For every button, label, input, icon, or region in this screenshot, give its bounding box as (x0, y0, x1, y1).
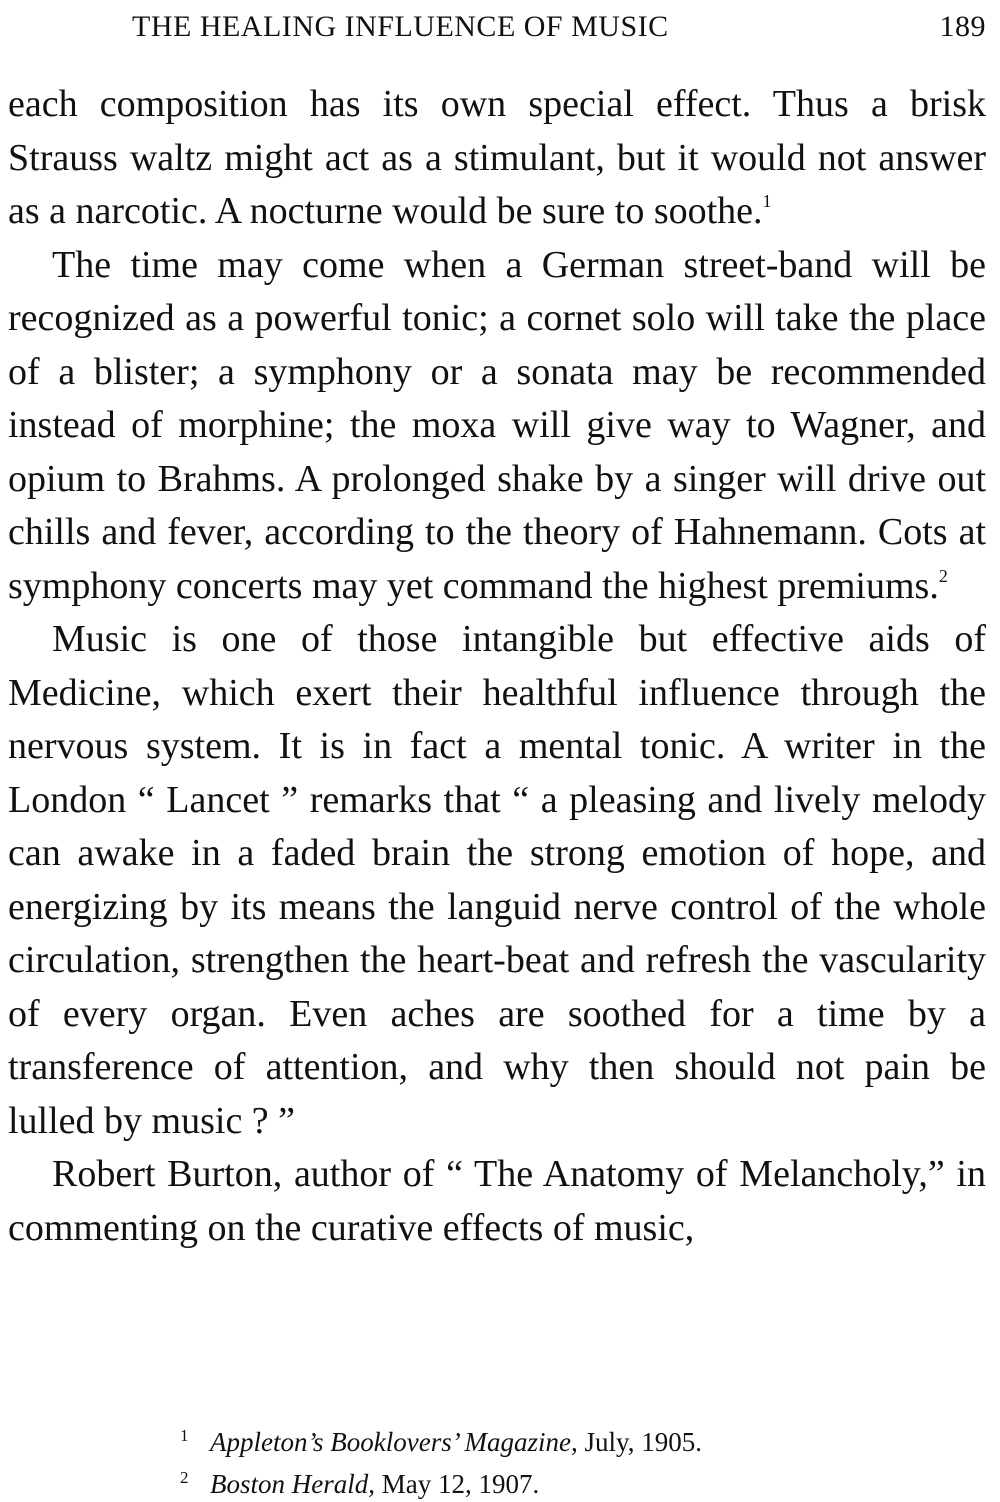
footnote-date: July, 1905. (577, 1427, 702, 1457)
footnotes (180, 1418, 702, 1502)
paragraph-text: Robert Burton, author of “ The Anatomy of Melancholy,” in commenting on the curative effects of music, (8, 1153, 986, 1249)
footnote-mark: 1 (180, 1426, 189, 1445)
running-title: THE HEALING INFLUENCE OF MUSIC (132, 10, 669, 43)
footnote-date: May 12, 1907. (375, 1469, 540, 1499)
paragraph-text: The time may come when a German street-band will be recognized as a powerful tonic; a cornet solo will take the place of a blister; a symphony or a sonata may be recommended instead of morphine; the moxa will give way to Wagner, and opium to Brahms. A prolonged shake by a singer will drive out chills and fever, according to the theory of Hahnemann. Cots at symphony concerts may yet command the highest premiums. (8, 243, 986, 607)
footnote-1 (180, 1418, 702, 1460)
paragraph-1 (8, 78, 986, 239)
footnote-source: Boston Herald, (210, 1469, 375, 1499)
footnote-2 (180, 1460, 702, 1502)
page-number: 189 (939, 10, 986, 43)
paragraph-text: Music is one of those intangible but effective aids of Medicine, which exert their healthful influence through the nervous system. It is in fact a mental tonic. A writer in the London “ Lancet ” remarks that “ a pleasing and lively melody can awake in a faded brain the strong emotion of hope, and energizing by its means the languid nerve control of the whole circulation, strengthen the heart-beat and refresh the vascularity of every organ. Even aches are soothed for a time by a transference of attention, and why then should not pain be lulled by music ? ” (8, 618, 986, 1142)
footnote-mark: 2 (180, 1468, 189, 1487)
footnote-source: Appleton’s Booklovers’ Magazine, (210, 1427, 578, 1457)
paragraph-4 (8, 1148, 986, 1255)
body-text (8, 78, 986, 1255)
paragraph-text: each composition has its own special effect. Thus a brisk Strauss waltz might act as a stimulant, but it would not answer as a narcotic. A nocturne would be sure to soothe. (8, 83, 986, 232)
book-page (8, 6, 986, 1255)
footnote-reference: 2 (938, 565, 948, 586)
footnote-reference: 1 (762, 191, 772, 211)
paragraph-2 (8, 239, 986, 614)
running-head (8, 6, 986, 46)
paragraph-3 (8, 613, 986, 1148)
